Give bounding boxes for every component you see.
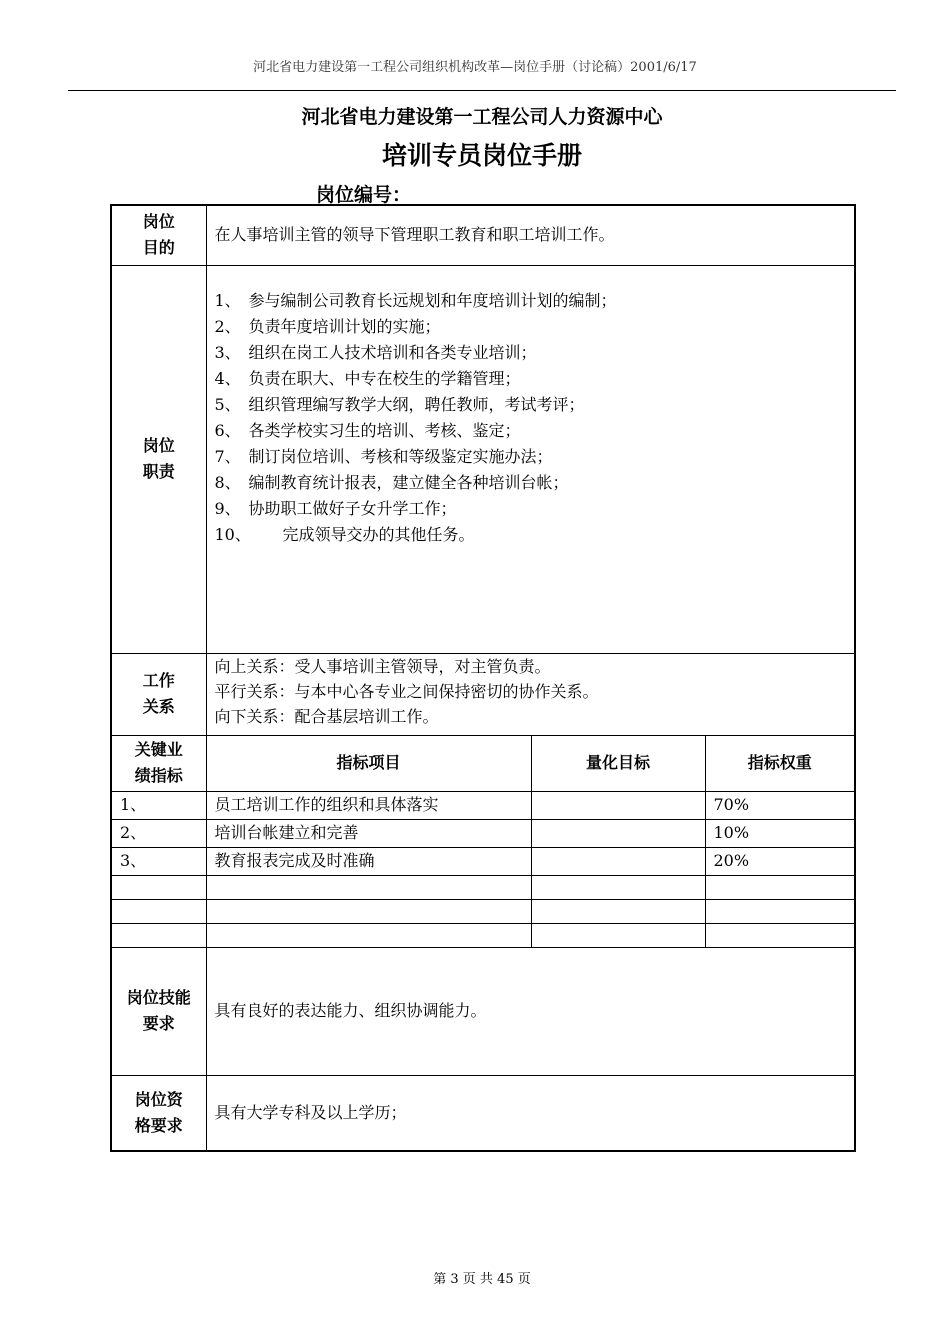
kpi-col-target: 量化目标 xyxy=(531,735,705,791)
kpi-target xyxy=(531,791,705,819)
table-row-empty xyxy=(111,875,855,899)
duties-list xyxy=(215,288,847,548)
skills-row xyxy=(111,947,855,1075)
table-row xyxy=(111,847,855,875)
list-item: 1、 参与编制公司教育长远规划和年度培训计划的编制； xyxy=(214,290,617,310)
duties-list-cell xyxy=(206,265,855,653)
kpi-weight: 10% xyxy=(705,819,855,847)
page-footer: 第 3 页 共 45 页 xyxy=(433,1272,531,1287)
kpi-weight: 70% xyxy=(705,791,855,819)
list-item: 7、 制订岗位培训、考核和等级鉴定实施办法； xyxy=(214,446,553,466)
table-row xyxy=(111,791,855,819)
kpi-header-row xyxy=(111,735,855,791)
kpi-num: 1、 xyxy=(111,791,206,819)
relations-label: 工作 关系 xyxy=(111,653,206,735)
kpi-target xyxy=(531,819,705,847)
kpi-num: 3、 xyxy=(111,847,206,875)
table-row-empty xyxy=(111,899,855,923)
qualification-text: 具有大学专科及以上学历； xyxy=(206,1075,855,1151)
kpi-item: 员工培训工作的组织和具体落实 xyxy=(206,791,531,819)
kpi-target xyxy=(531,847,705,875)
kpi-item: 教育报表完成及时准确 xyxy=(206,847,531,875)
duties-row xyxy=(111,265,855,653)
position-form-table xyxy=(110,204,856,1152)
list-item: 6、 各类学校实习生的培训、考核、鉴定； xyxy=(214,420,521,440)
kpi-num: 2、 xyxy=(111,819,206,847)
relation-up: 向上关系：受人事培训主管领导，对主管负责。 xyxy=(214,656,551,676)
table-row-empty xyxy=(111,923,855,947)
list-item: 8、 编制教育统计报表，建立健全各种培训台帐； xyxy=(214,472,569,492)
purpose-text: 在人事培训主管的领导下管理职工教育和职工培训工作。 xyxy=(206,205,855,265)
kpi-label: 关键业 绩指标 xyxy=(111,735,206,791)
list-item: 5、 组织管理编写教学大纲，聘任教师，考试考评； xyxy=(214,394,585,414)
org-title: 河北省电力建设第一工程公司人力资源中心 xyxy=(301,106,663,128)
relation-down: 向下关系：配合基层培训工作。 xyxy=(214,706,439,726)
header-rule xyxy=(68,90,896,91)
page-title: 培训专员岗位手册 xyxy=(381,141,582,170)
kpi-item: 培训台帐建立和完善 xyxy=(206,819,531,847)
running-header: 河北省电力建设第一工程公司组织机构改革—岗位手册（讨论稿）2001/6/17 xyxy=(253,60,697,75)
table-row xyxy=(111,819,855,847)
list-item: 2、 负责年度培训计划的实施； xyxy=(214,316,441,336)
list-item: 4、 负责在职大、中专在校生的学籍管理； xyxy=(214,368,521,388)
purpose-row xyxy=(111,205,855,265)
kpi-col-item: 指标项目 xyxy=(206,735,531,791)
qualification-label: 岗位资 格要求 xyxy=(111,1075,206,1151)
kpi-weight: 20% xyxy=(705,847,855,875)
list-item: 9、 协助职工做好子女升学工作； xyxy=(214,498,457,518)
list-item: 10、 完成领导交办的其他任务。 xyxy=(214,524,475,544)
list-item: 3、 组织在岗工人技术培训和各类专业培训； xyxy=(214,342,537,362)
relations-cell xyxy=(206,653,855,735)
relations-row xyxy=(111,653,855,735)
skills-text: 具有良好的表达能力、组织协调能力。 xyxy=(206,947,855,1075)
position-code-label: 岗位编号： xyxy=(316,184,412,206)
duties-label: 岗位 职责 xyxy=(111,265,206,653)
relation-parallel: 平行关系：与本中心各专业之间保持密切的协作关系。 xyxy=(214,681,599,701)
skills-label: 岗位技能 要求 xyxy=(111,947,206,1075)
purpose-label: 岗位 目的 xyxy=(111,205,206,265)
qualification-row xyxy=(111,1075,855,1151)
kpi-col-weight: 指标权重 xyxy=(705,735,855,791)
